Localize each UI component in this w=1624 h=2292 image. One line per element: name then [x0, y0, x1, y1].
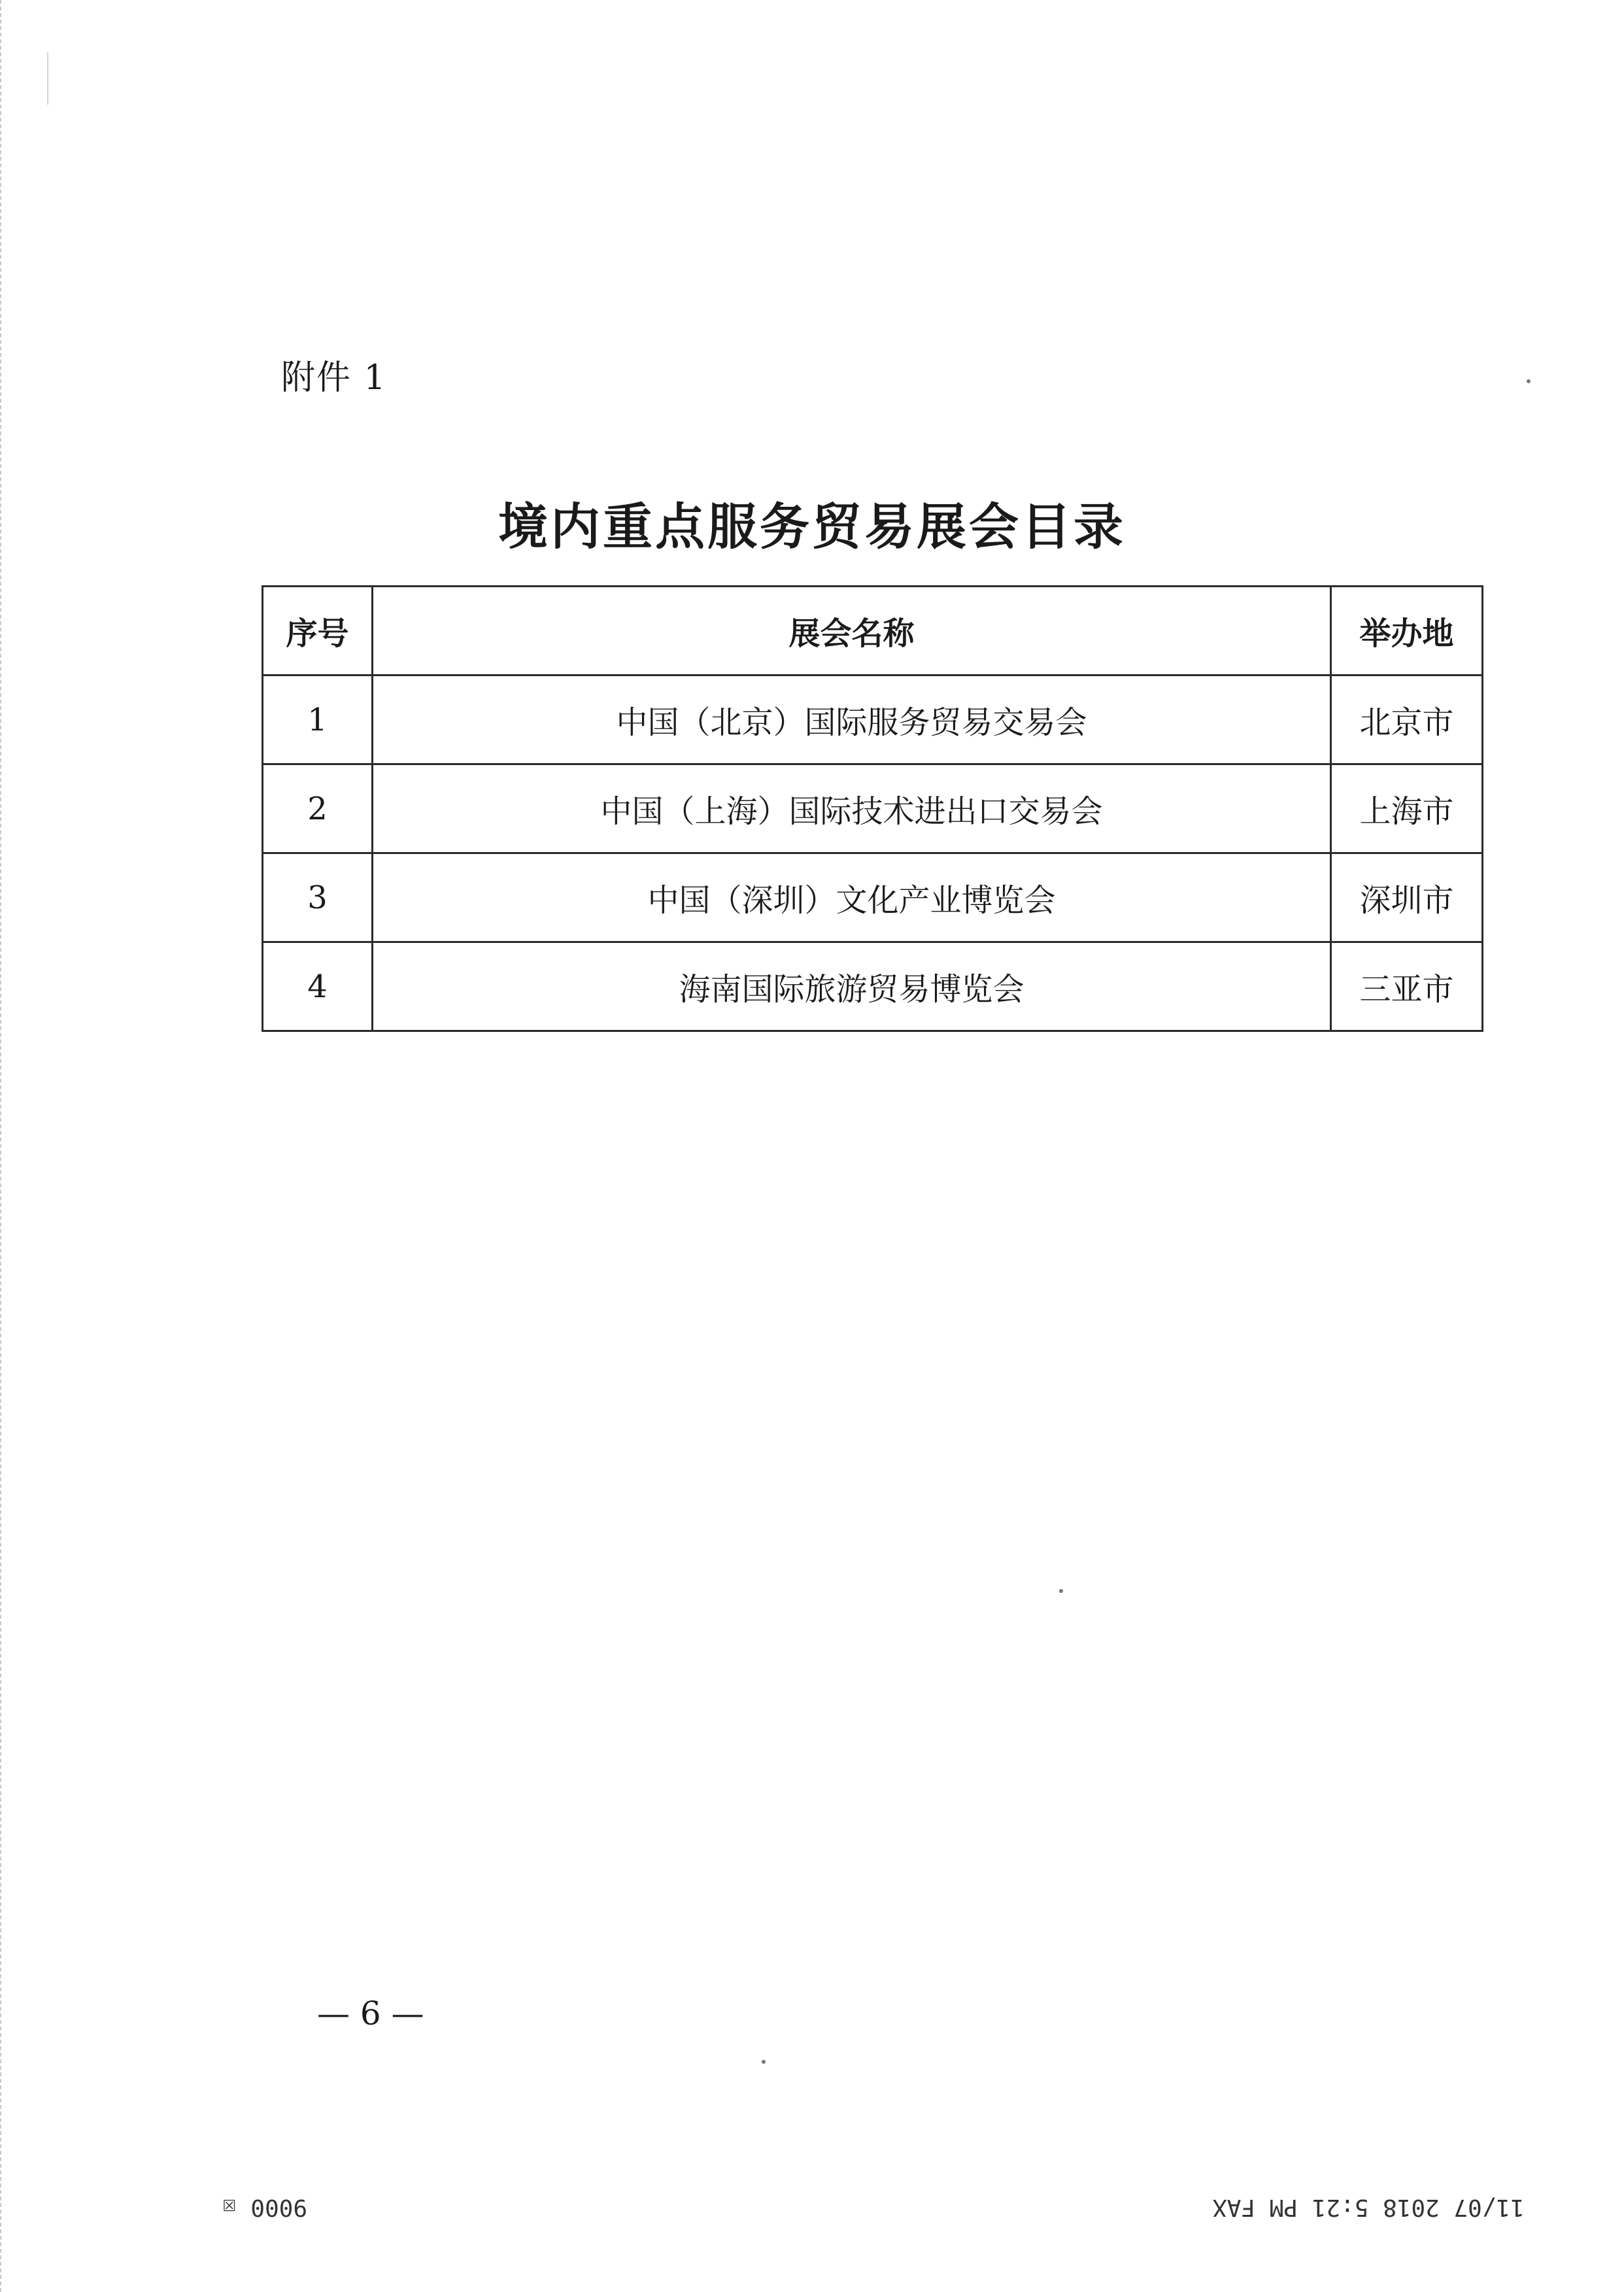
row-serial-number: 3 [263, 853, 373, 942]
header-venue: 举办地 [1331, 587, 1483, 676]
fax-timestamp: 11/07 2018 5:21 PM FAX [1213, 2194, 1525, 2221]
table-header-row [263, 587, 1483, 676]
scan-speck [1059, 1589, 1063, 1593]
table-row [263, 676, 1483, 764]
attachment-label: 附件 1 [281, 358, 387, 398]
page-number: — 6 — [317, 1994, 424, 2032]
scan-speck [1527, 379, 1531, 383]
row-expo-name: 中国（北京）国际服务贸易交易会 [373, 676, 1331, 764]
document-title: 境内重点服务贸易展会目录 [498, 498, 1126, 556]
row-serial-number: 4 [263, 942, 373, 1031]
table-row [263, 764, 1483, 853]
table-row [263, 853, 1483, 942]
scan-edge [0, 0, 7, 2292]
row-venue: 三亚市 [1331, 942, 1483, 1031]
row-expo-name: 海南国际旅游贸易博览会 [373, 942, 1331, 1031]
row-expo-name: 中国（深圳）文化产业博览会 [373, 853, 1331, 942]
row-expo-name: 中国（上海）国际技术进出口交易会 [373, 764, 1331, 853]
row-venue: 北京市 [1331, 676, 1483, 764]
row-venue: 深圳市 [1331, 853, 1483, 942]
scan-speck [762, 2060, 766, 2064]
header-expo-name: 展会名称 [373, 587, 1331, 676]
expo-table [262, 585, 1483, 1032]
row-serial-number: 1 [263, 676, 373, 764]
header-serial-number: 序号 [263, 587, 373, 676]
table-row [263, 942, 1483, 1031]
scan-mark [47, 52, 48, 105]
row-venue: 上海市 [1331, 764, 1483, 853]
row-serial-number: 2 [263, 764, 373, 853]
fax-page-counter: 9000 ☒ [222, 2194, 308, 2221]
